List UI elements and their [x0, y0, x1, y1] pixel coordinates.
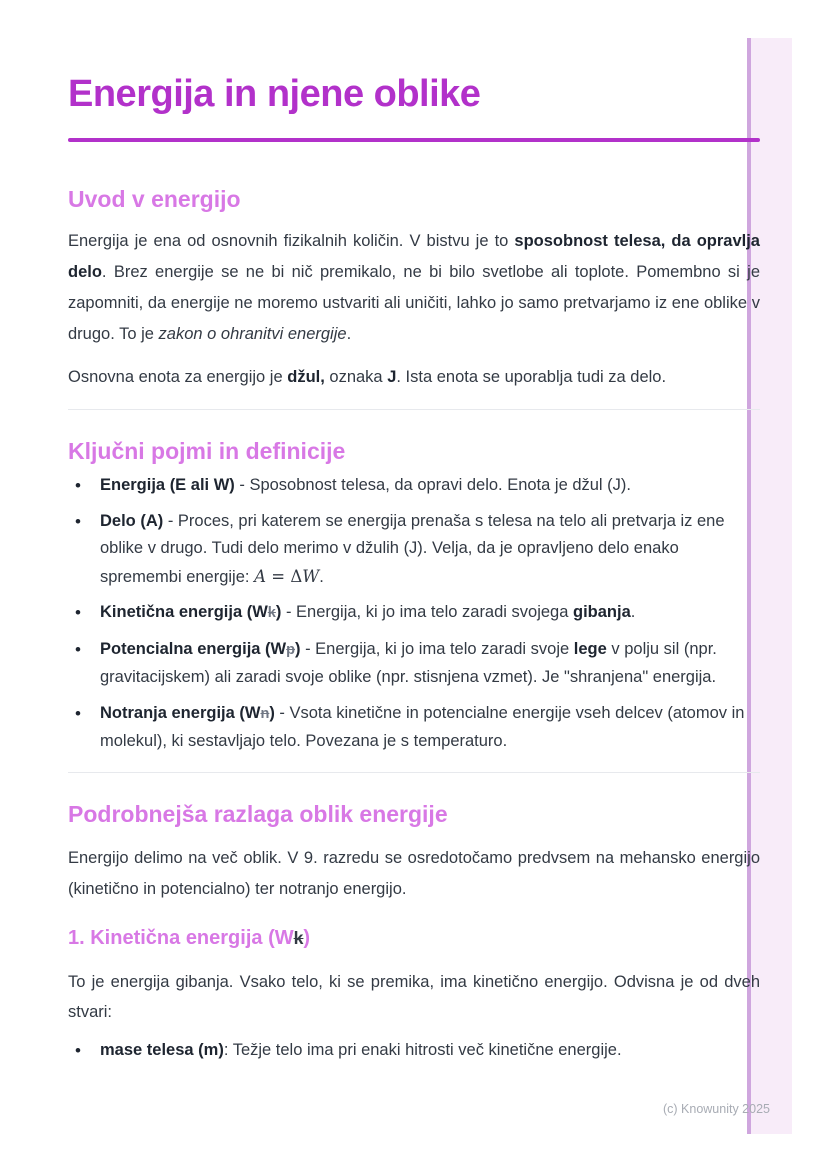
- list-item: [68, 636, 760, 692]
- text-b: Delo (A): [100, 511, 164, 530]
- text-b: mase telesa (m): [100, 1040, 224, 1059]
- text-mvar: A: [254, 566, 266, 586]
- text: Energijo delimo na več oblik. V 9. razredu se osredotočamo predvsem na mehansko energijo (kinetično in potencialno) ter notranjo energijo.: [68, 848, 760, 898]
- text: v polju sil (npr. gravitacijskem) ali zaradi svoje oblike (npr. stisnjena vzmet). Je "shranjena" energija.: [100, 639, 717, 686]
- text-b: Potencialna energija (W: [100, 639, 287, 658]
- text-b: Energija (E ali W): [100, 476, 235, 494]
- text: ): [303, 926, 311, 949]
- text-mvar: W: [302, 566, 320, 586]
- text: . Brez energije se ne bi nič premikalo, ne bi bilo svetlobe ali toplote. Pomembno si je zapomniti, da energije ne moremo ustvariti ali uničiti, lahko jo samo pretvarjamo iz ene oblike v drugo. To je: [68, 263, 760, 343]
- text-i: zakon o ohranitvi energije: [158, 325, 347, 343]
- text-sub: n: [260, 705, 270, 722]
- text-b: J: [387, 368, 397, 386]
- kinetic-paragraph: [68, 967, 760, 1027]
- text-b: ): [295, 639, 301, 658]
- text-subdark: k: [293, 927, 304, 948]
- text-b: sposobnost telesa, da opravlja delo: [68, 232, 760, 281]
- page-title: Energija in njene oblike: [68, 73, 481, 115]
- text-b: ): [275, 603, 282, 621]
- intro-paragraph-1: [68, 226, 760, 350]
- text: 1. Kinetična energija (W: [68, 926, 294, 949]
- watermark: (c) Knowunity 2025: [662, 1102, 770, 1116]
- text-mser: = Δ: [266, 566, 303, 586]
- list-item: [68, 700, 760, 756]
- intro-paragraph-2: [68, 362, 760, 393]
- text: : Težje telo ima pri enaki hitrosti več kinetične energije.: [223, 1040, 622, 1059]
- list-item: [68, 508, 760, 592]
- text: - Vsota kinetične in potencialne energije vseh delcev (atomov in molekul), ki sestavljajo telo. Povezana je s temperaturo.: [100, 703, 745, 750]
- section-heading-detail: Podrobnejša razlaga oblik energije: [68, 800, 448, 827]
- text: oznaka: [324, 368, 388, 386]
- text: Energija je ena od osnovnih fizikalnih količin. V bistvu je to: [68, 232, 515, 250]
- section-divider: [68, 409, 760, 410]
- section-divider: [68, 772, 760, 773]
- text: . Ista enota se uporablja tudi za delo.: [396, 368, 667, 386]
- text: .: [346, 325, 352, 343]
- text-b: gibanja: [573, 603, 631, 621]
- key-terms-list: [68, 472, 760, 756]
- text-b: Notranja energija (W: [100, 703, 261, 722]
- text: - Proces, pri katerem se energija prenaša s telesa na telo ali pretvarja iz ene oblike v drugo. Tudi delo merimo v džulih (J). Velja, da je opravljeno delo enako spremembi energije:: [100, 511, 725, 586]
- text-b: lege: [573, 639, 607, 658]
- text: Osnovna enota za energijo je: [68, 368, 288, 386]
- document-content: [68, 0, 760, 1072]
- text-b: Kinetična energija (W: [100, 603, 268, 621]
- kinetic-list: [68, 1037, 760, 1065]
- text-b: džul,: [287, 368, 325, 386]
- text: - Energija, ki jo ima telo zaradi svoje: [300, 639, 574, 658]
- section-heading-key-terms: Ključni pojmi in definicije: [68, 438, 346, 464]
- detail-paragraph: [68, 843, 760, 905]
- text: - Sposobnost telesa, da opravi delo. Enota je džul (J).: [234, 476, 632, 494]
- text: .: [319, 567, 324, 586]
- list-item: [68, 1037, 760, 1065]
- text: To je energija gibanja. Vsako telo, ki se premika, ima kinetično energijo. Odvisna je od dveh stvari:: [68, 972, 760, 1021]
- text: - Energija, ki jo ima telo zaradi svojega: [281, 603, 573, 621]
- text: .: [630, 603, 636, 621]
- section-heading-intro: Uvod v energijo: [68, 186, 241, 212]
- list-item: [68, 599, 760, 628]
- subsection-heading-kinetic: [68, 925, 760, 951]
- text-sub: p: [286, 641, 295, 658]
- list-item: [68, 472, 760, 500]
- text-b: ): [269, 703, 275, 722]
- text-sub: k: [267, 605, 276, 621]
- title-rule: [68, 138, 760, 142]
